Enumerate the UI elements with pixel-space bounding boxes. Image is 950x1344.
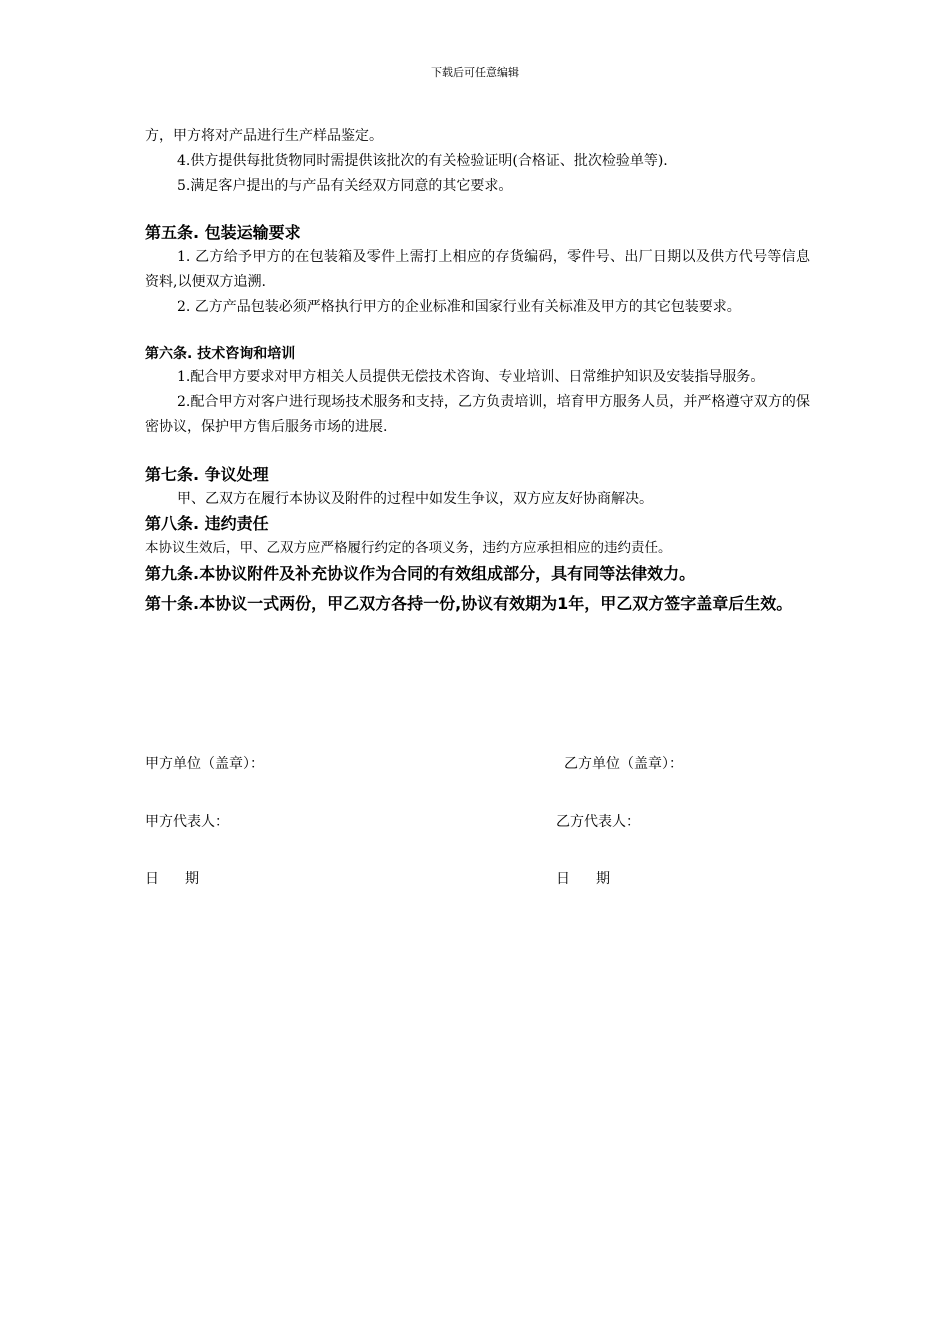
intro-paragraph-1: 方，甲方将对产品进行生产样品鉴定。 <box>145 128 383 144</box>
party-a-date-label <box>145 867 199 891</box>
party-b-representative-label: 乙方代表人： <box>556 814 640 830</box>
article-9-clause: 第九条.本协议附件及补充协议作为合同的有效组成部分，具有同等法律效力。 <box>145 564 696 583</box>
header-note: 下载后可任意编辑 <box>431 66 519 79</box>
party-a-date-char-2: 期 <box>185 871 199 887</box>
article-8-paragraph: 本协议生效后，甲、乙双方应严格履行约定的各项义务，违约方应承担相应的违约责任。 <box>145 540 672 556</box>
article-8-heading: 第八条. 违约责任 <box>145 514 269 533</box>
party-a-date-char-1: 日 <box>145 871 159 887</box>
article-5-paragraph-2: 2. 乙方产品包装必须严格执行甲方的企业标准和国家行业有关标准及甲方的其它包装要求。 <box>177 299 741 315</box>
article-5-paragraph-1: 1. 乙方给予甲方的在包装箱及零件上需打上相应的存货编码，零件号、出厂日期以及供方代号等信息资料,以便双方追溯. <box>145 249 810 290</box>
document-body <box>145 124 810 621</box>
intro-paragraph-2: 4.供方提供每批货物同时需提供该批次的有关检验证明(合格证、批次检验单等). <box>177 153 668 169</box>
article-10-clause: 第十条.本协议一式两份，甲乙双方各持一份,协议有效期为1年，甲乙双方签字盖章后生效。 <box>145 594 793 613</box>
party-b-date-label <box>556 867 610 891</box>
party-a-representative-label: 甲方代表人： <box>145 814 229 830</box>
article-6-heading: 第六条. 技术咨询和培训 <box>145 346 296 362</box>
article-5-heading: 第五条. 包装运输要求 <box>145 223 301 242</box>
article-7-paragraph: 甲、乙双方在履行本协议及附件的过程中如发生争议，双方应友好协商解决。 <box>177 491 653 507</box>
article-7-heading: 第七条. 争议处理 <box>145 465 269 484</box>
party-b-unit-label: 乙方单位（盖章）： <box>564 756 683 772</box>
article-6-paragraph-1: 1.配合甲方要求对甲方相关人员提供无偿技术咨询、专业培训、日常维护知识及安装指导服务。 <box>177 369 765 385</box>
signature-unit-row <box>145 752 810 776</box>
article-6-paragraph-2: 2.配合甲方对客户进行现场技术服务和支持，乙方负责培训，培育甲方服务人员，并严格遵守双方的保密协议，保护甲方售后服务市场的进展. <box>145 394 810 435</box>
signature-date-row <box>145 867 810 891</box>
party-b-date-char-1: 日 <box>556 871 570 887</box>
party-a-unit-label: 甲方单位（盖章）： <box>145 756 264 772</box>
party-b-date-char-2: 期 <box>596 871 610 887</box>
signature-representative-row <box>145 810 810 834</box>
intro-paragraph-3: 5.满足客户提出的与产品有关经双方同意的其它要求。 <box>177 178 513 194</box>
